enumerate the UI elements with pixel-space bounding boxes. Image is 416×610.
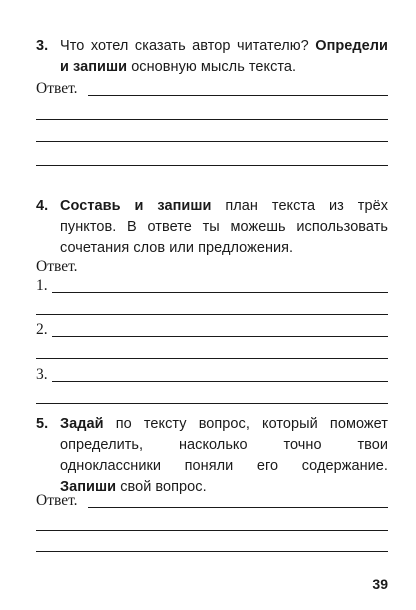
instruction-segment: свой вопрос.: [116, 479, 207, 495]
answer-line[interactable]: [88, 95, 388, 96]
task-5: [36, 414, 388, 564]
instruction-segment: Что хотел сказать автор читателю?: [60, 38, 316, 54]
instruction-segment: план текста из трёх пунктов. В ответе ты можешь использовать сочетания слов или предложения.: [60, 198, 389, 256]
answer-label: Ответ.: [36, 258, 78, 275]
task-4: [36, 196, 388, 396]
task-instruction: [60, 196, 388, 259]
instruction-segment-bold: Определи и запиши: [60, 38, 388, 75]
plan-item-number: 1.: [36, 277, 48, 294]
task-instruction: [60, 414, 388, 498]
answer-line[interactable]: [36, 403, 388, 404]
answer-line[interactable]: [36, 314, 388, 315]
answer-line[interactable]: [88, 507, 388, 508]
task-number: 4.: [36, 198, 49, 214]
task-3: [36, 36, 388, 176]
instruction-segment-bold: Запиши: [60, 479, 117, 495]
answer-line[interactable]: [36, 530, 388, 531]
plan-line[interactable]: [52, 292, 388, 293]
plan-item-number: 3.: [36, 366, 48, 383]
instruction-segment: по тексту вопрос, который поможет определить, насколько точно твои одноклассники поняли его содержание.: [60, 416, 388, 474]
plan-line[interactable]: [52, 381, 388, 382]
answer-line[interactable]: [36, 141, 388, 142]
answer-line[interactable]: [36, 119, 388, 120]
answer-label: Ответ.: [36, 492, 78, 509]
task-number: 5.: [36, 416, 49, 432]
task-number: 3.: [36, 38, 49, 54]
plan-item-number: 2.: [36, 321, 48, 338]
plan-line[interactable]: [52, 336, 388, 337]
answer-line[interactable]: [36, 165, 388, 166]
page-number: 39: [372, 576, 388, 592]
instruction-segment: основную мысль текста.: [127, 59, 297, 75]
instruction-segment-bold: Задай: [60, 416, 104, 432]
task-instruction: [60, 36, 388, 78]
answer-line[interactable]: [36, 551, 388, 552]
answer-line[interactable]: [36, 358, 388, 359]
instruction-segment-bold: Составь и запиши: [60, 198, 212, 214]
answer-label: Ответ.: [36, 80, 78, 97]
